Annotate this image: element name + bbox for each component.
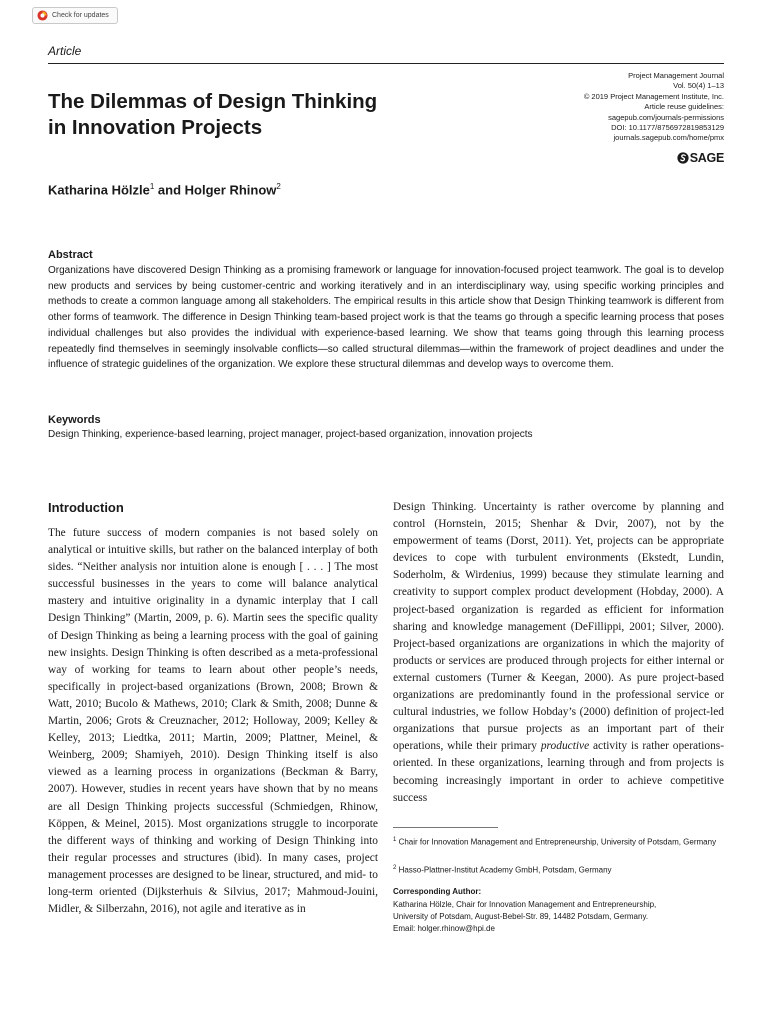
body-text-segment: activity is rather operations-oriented. In these organizations, learning through and from projects is becoming increasingly important in order to achieve competitive success [393,740,724,804]
reuse-guidelines-label: Article reuse guidelines: [644,102,724,112]
footnote-text: Chair for Innovation Management and Entrepreneurship, University of Potsdam, Germany [398,837,717,847]
journal-copyright: © 2019 Project Management Institute, Inc. [583,91,724,101]
publisher-logo [677,151,724,165]
abstract-heading: Abstract [48,249,93,261]
corresponding-author-email[interactable]: Email: holger.rhinow@hpi.de [393,923,495,933]
affiliation-mark: 1 [149,182,155,191]
abstract-text: Organizations have discovered Design Thinking as a promising framework or language for innovation-focused project teamwork. The goal is to develop new products and services by being customer-centric and working iteratively and in an interdisciplinary way, using specific working principles and methods to create a common language among all stakeholders. The empirical results in this article show that Design Thinking teamwork is different from other forms of teamwork. The difference in Design Thinking team-based project work is that the teams go through a specific learning process that poses individual challenges but also provides the individual with experience-based learning. We show that teams going through this learning process repeatedly find themselves in seemingly insolvable conflicts—so called structural dilemmas—within the framework of project deadlines and under the influence of strategic guidelines of the organization. We explore these structural dilemmas and develop ways to overcome them. [48,265,724,371]
sage-logo-icon [677,152,689,164]
journal-info [464,71,724,144]
author-connector: and [154,182,185,198]
author-name: Katharina Hölzle [48,182,150,198]
article-title [48,89,377,141]
corresponding-author-heading: Corresponding Author: [393,887,482,896]
journal-volume: Vol. 50(4) 1–13 [673,81,724,91]
footnote-mark: 2 [393,865,397,871]
footnote-divider [393,827,498,828]
footnote-affiliation-1 [393,835,724,848]
section-heading-introduction: Introduction [48,500,124,515]
body-text-segment: Design Thinking. Uncertainty is rather overcome by planning and control (Hornstein, 2015; Shenhar & Dvir, 2007), not by the empowerment of teams (Dorst, 2011). Yet, projects can be appropriate devices to cope with turbulent environments (Ekstedt, Lundin, Soderholm, & Wirdenius, 1999) because they stimulate learning and creativity to support complex product development (Hobday, 2000). A project-based organization is regarded as efficient for information sharing and knowledge management (DeFillippi, 2001; Silver, 2000). Project-based organizations are organizations in which the majority of products or services are produced through projects for either internal or external customers (Turner & Keegan, 2000). As pure project-based organizations are predominantly found in the professional service or cultural industries, we follow Hobday’s (2000) definition of project-led organizations that pursue projects as an important part of their operations, while their primary [393,501,724,753]
body-text-left-column: The future success of modern companies is not based solely on analytical or intuitive skills, but rather on the balanced interplay of both sides. “Neither analysis nor intuition alone is enough [ . . . ] The most successful businesses in the years to come will balance analytical mastery and intuitive originality in a dynamic interplay that I call Design Thinking” (Martin, 2009, p. 6). Martin sees the specific quality of Design Thinking as being a learning process with the goal of gaining new insights. Design Thinking is often described as a meta-professional way of working for teams to learn about other people’s needs, specifically in project-based organizations (Brown, 2008; Brown & Watt, 2010; Bucolo & Mathews, 2010; Clark & Smith, 2008; Dunne & Martin, 2006; Grots & Creuznacher, 2012; Holloway, 2009; Kelley & Kelley, 2013; Liedtka, 2011; Martin, 2009; Plattner, Meinel, & Weinberg, 2009; Shamiyeh, 2010). Design Thinking itself is also viewed as a learning process in organizations (Beckman & Barry, 2007). However, studies in recent years have shown that by no means are all Design Thinking projects successful (Schmiedgen, Rhinow, Köppen, & Meinel, 2015). Most organizations struggle to incorporate the different ways of thinking and working of Design Thinking into their regular processes and structures (ibid). In many cases, project management processes are designed to be linear, structured, and mid- to long-term oriented (Dijksterhuis & Silvius, 2017; Mahmoud-Jouini, Midler, & Silberzahn, 2016), not agile and iterative as in [48,527,378,916]
header-divider [48,63,724,64]
doi-link[interactable]: DOI: 10.1177/8756972819853129 [611,123,724,133]
corresponding-author-line: University of Potsdam, August-Bebel-Str. 89, 14482 Potsdam, Germany. [393,911,649,921]
sage-logo-text: SAGE [689,151,724,165]
body-text-right-column [393,499,724,807]
permissions-link[interactable]: sagepub.com/journals-permissions [608,112,724,122]
check-for-updates-label: Check for updates [52,12,109,19]
article-type-label: Article [48,44,82,58]
emphasized-word: productive [540,740,590,753]
title-line-2: in Innovation Projects [48,116,263,139]
check-for-updates-button[interactable] [32,7,118,24]
author-list [48,182,281,197]
journal-home-link[interactable]: journals.sagepub.com/home/pmx [613,133,724,143]
footnote-mark: 1 [393,837,397,843]
footnote-text: Hasso-Plattner-Institut Academy GmbH, Potsdam, Germany [398,865,612,875]
corresponding-author-details [393,899,724,934]
title-line-1: The Dilemmas of Design Thinking [48,90,378,113]
footnote-affiliation-2 [393,863,724,876]
affiliation-mark: 2 [276,182,281,191]
keywords-text: Design Thinking, experience-based learning, project manager, project-based organization, innovation projects [48,429,533,440]
journal-name: Project Management Journal [628,71,724,80]
corresponding-author-line: Katharina Hölzle, Chair for Innovation Management and Entrepreneurship, [393,900,657,909]
author-name: Holger Rhinow [184,182,277,198]
check-for-updates-icon [37,10,48,21]
keywords-heading: Keywords [48,414,101,426]
